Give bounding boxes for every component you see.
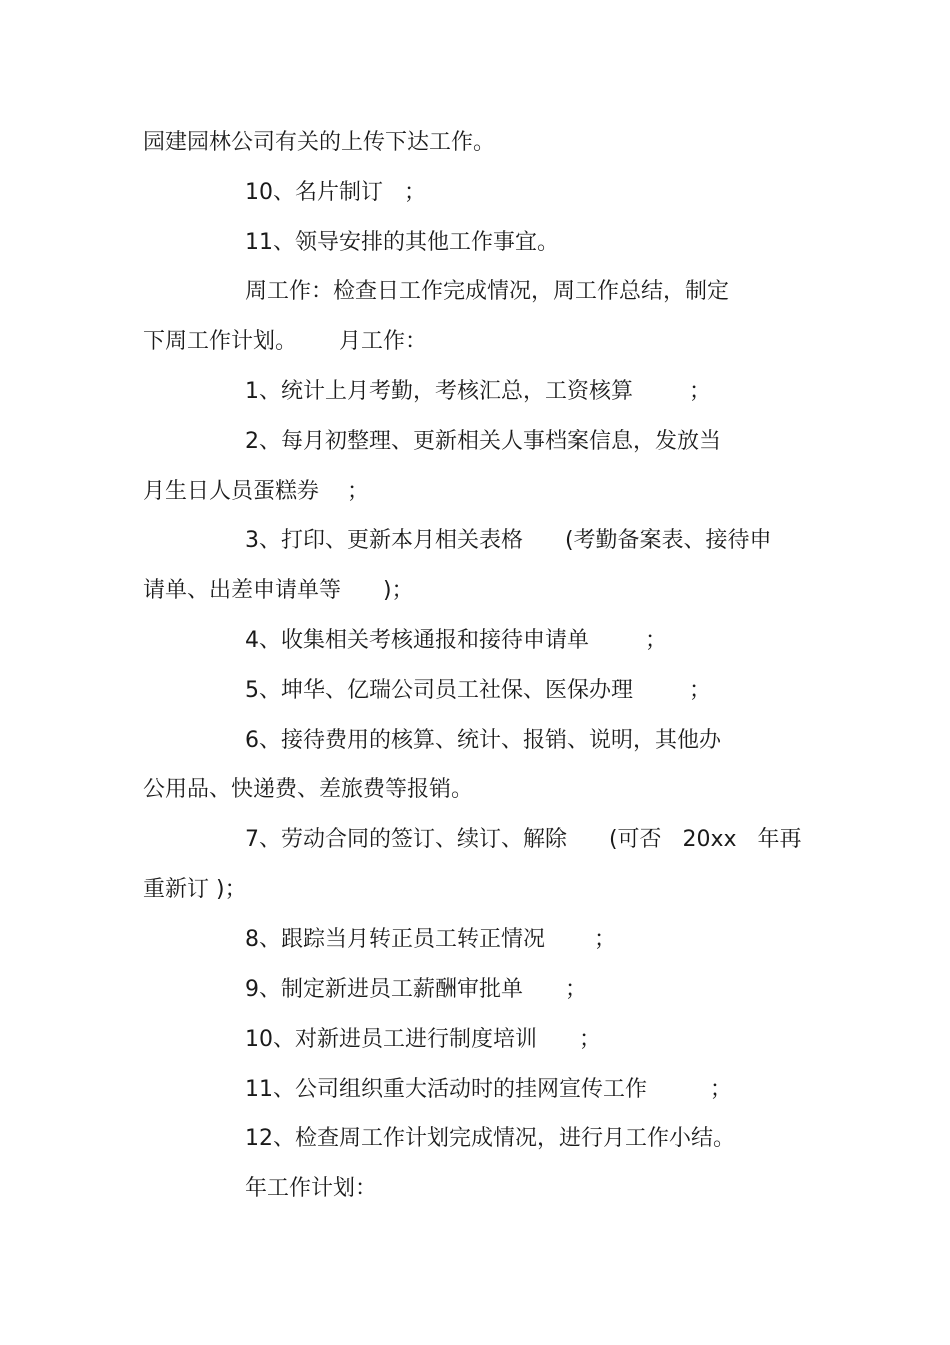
list-item: 11、公司组织重大活动时的挂网宣传工作 ； (245, 1077, 732, 1102)
list-item: 5、坤华、亿瑞公司员工社保、医保办理 ； (245, 678, 711, 703)
list-item-continuation: 公用品、快递费、差旅费等报销。 (143, 777, 474, 802)
list-item: 7、劳动合同的签订、续订、解除 (可否 20xx 年再 (245, 827, 802, 852)
weekly-work-paragraph-continuation: 下周工作计划。 月工作： (143, 329, 427, 354)
list-item: 2、每月初整理、更新相关人事档案信息，发放当 (245, 429, 721, 454)
list-item: 4、收集相关考核通报和接待申请单 ； (245, 628, 667, 653)
list-item: 6、接待费用的核算、统计、报销、说明，其他办 (245, 728, 721, 753)
list-item: 1、统计上月考勤，考核汇总，工资核算 ； (245, 379, 711, 404)
list-item-continuation: 请单、出差申请单等 )； (143, 578, 414, 603)
list-item: 9、制定新进员工薪酬审批单 ； (245, 977, 587, 1002)
section-heading-annual-plan: 年工作计划： (245, 1176, 378, 1201)
list-item: 8、跟踪当月转正员工转正情况 ； (245, 927, 616, 952)
list-item: 10、名片制订 ； (245, 180, 426, 205)
list-item: 3、打印、更新本月相关表格 (考勤备案表、接待申 (245, 528, 772, 553)
list-item-continuation: 月生日人员蛋糕券 ； (143, 479, 369, 504)
list-item-continuation: 重新订 )； (143, 877, 247, 902)
list-item: 10、对新进员工进行制度培训 ； (245, 1027, 601, 1052)
paragraph-continuation: 园建园林公司有关的上传下达工作。 (143, 130, 496, 155)
list-item: 12、检查周工作计划完成情况，进行月工作小结。 (245, 1126, 735, 1151)
list-item: 11、领导安排的其他工作事宜。 (245, 230, 559, 255)
weekly-work-paragraph: 周工作：检查日工作完成情况，周工作总结，制定 (245, 279, 730, 304)
